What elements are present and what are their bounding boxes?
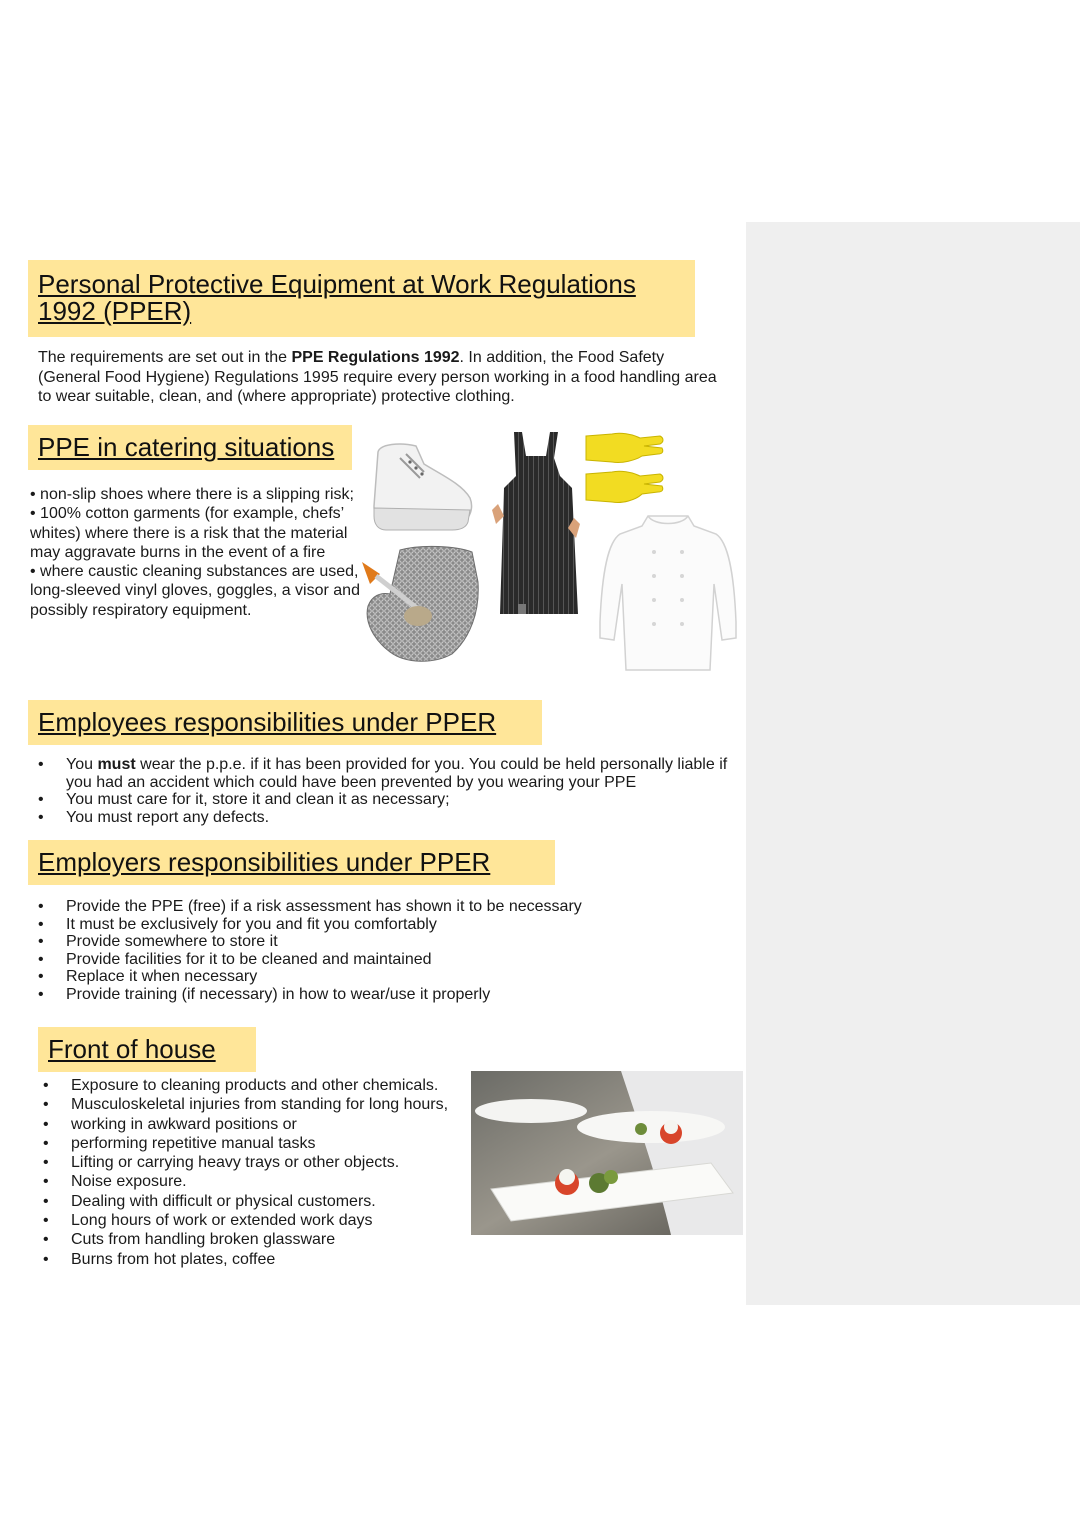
employees-heading: Employees responsibilities under PPER [38, 707, 497, 737]
list-item: • performing repetitive manual tasks [33, 1134, 473, 1153]
white-safety-shoe-image [370, 438, 478, 534]
catering-list [30, 485, 360, 620]
list-item: • Replace it when necessary [28, 968, 728, 986]
employers-list [28, 898, 728, 1003]
waiter-serving-plates-image [471, 1071, 743, 1235]
front-of-house-list [33, 1076, 473, 1269]
list-item: • Long hours of work or extended work days [33, 1211, 473, 1230]
black-striped-apron-image [488, 428, 584, 616]
ppe-regulations-heading-box [28, 260, 695, 337]
list-item: • Provide the PPE (free) if a risk assessment has shown it to be necessary [28, 898, 728, 916]
chef-jacket-image [598, 512, 738, 672]
ppe-regulations-heading: Personal Protective Equipment at Work Regulations 1992 (PPER) [38, 269, 636, 326]
list-item: • Provide facilities for it to be cleaned and maintained [28, 951, 728, 969]
list-item: • working in awkward positions or [33, 1115, 473, 1134]
employers-heading: Employers responsibilities under PPER [38, 847, 491, 877]
employees-list [28, 756, 728, 826]
list-item: • You must report any defects. [28, 809, 728, 827]
intro-text-bold: PPE Regulations 1992 [291, 349, 460, 366]
front-of-house-heading-box [38, 1027, 256, 1072]
list-item: • Cuts from handling broken glassware [33, 1230, 473, 1249]
catering-heading: PPE in catering situations [38, 432, 335, 462]
list-item: • Provide training (if necessary) in how to wear/use it properly [28, 986, 728, 1004]
list-item: • Provide somewhere to store it [28, 933, 728, 951]
side-panel [746, 222, 1080, 1305]
employees-item-bold: must [97, 756, 136, 773]
list-item: • Dealing with difficult or physical customers. [33, 1192, 473, 1211]
employees-heading-box [28, 700, 542, 745]
list-item: • You must care for it, store it and clean it as necessary; [28, 791, 728, 809]
intro-text-end: . In addition, the Food Safety (General Food Hygiene) Regulations 1995 require every person working in a food handling area to wear suitable, clean, and (where appropriate) protective clothing. [38, 349, 717, 405]
catering-item: • non-slip shoes where there is a slipping risk; [30, 486, 354, 503]
employers-heading-box [28, 840, 555, 885]
list-item: • Burns from hot plates, coffee [33, 1250, 473, 1269]
yellow-rubber-gloves-image [582, 430, 666, 510]
front-of-house-heading: Front of house [48, 1034, 216, 1064]
catering-heading-box [28, 425, 352, 470]
employees-item-text: You [66, 756, 98, 773]
list-item: • Exposure to cleaning products and other chemicals. [33, 1076, 473, 1095]
list-item [28, 756, 728, 791]
chainmail-glove-image [360, 542, 482, 664]
ppe-regulations-intro [38, 348, 728, 407]
list-item: • Lifting or carrying heavy trays or other objects. [33, 1153, 473, 1172]
list-item: • It must be exclusively for you and fit you comfortably [28, 916, 728, 934]
list-item: • Noise exposure. [33, 1172, 473, 1191]
employees-item-text: wear the p.p.e. if it has been provided for you. You could be held personally liable if you had an accident which could have been prevented by you wearing your PPE [66, 756, 728, 791]
intro-text-start: The requirements are set out in the [38, 349, 292, 366]
list-item: • Musculoskeletal injuries from standing for long hours, [33, 1095, 473, 1114]
catering-item: • 100% cotton garments (for example, chefs’ whites) where there is a risk that the material may aggravate burns in the event of a fire [30, 505, 348, 561]
catering-item: • where caustic cleaning substances are used, long-sleeved vinyl gloves, goggles, a visor and possibly respiratory equipment. [30, 563, 360, 619]
